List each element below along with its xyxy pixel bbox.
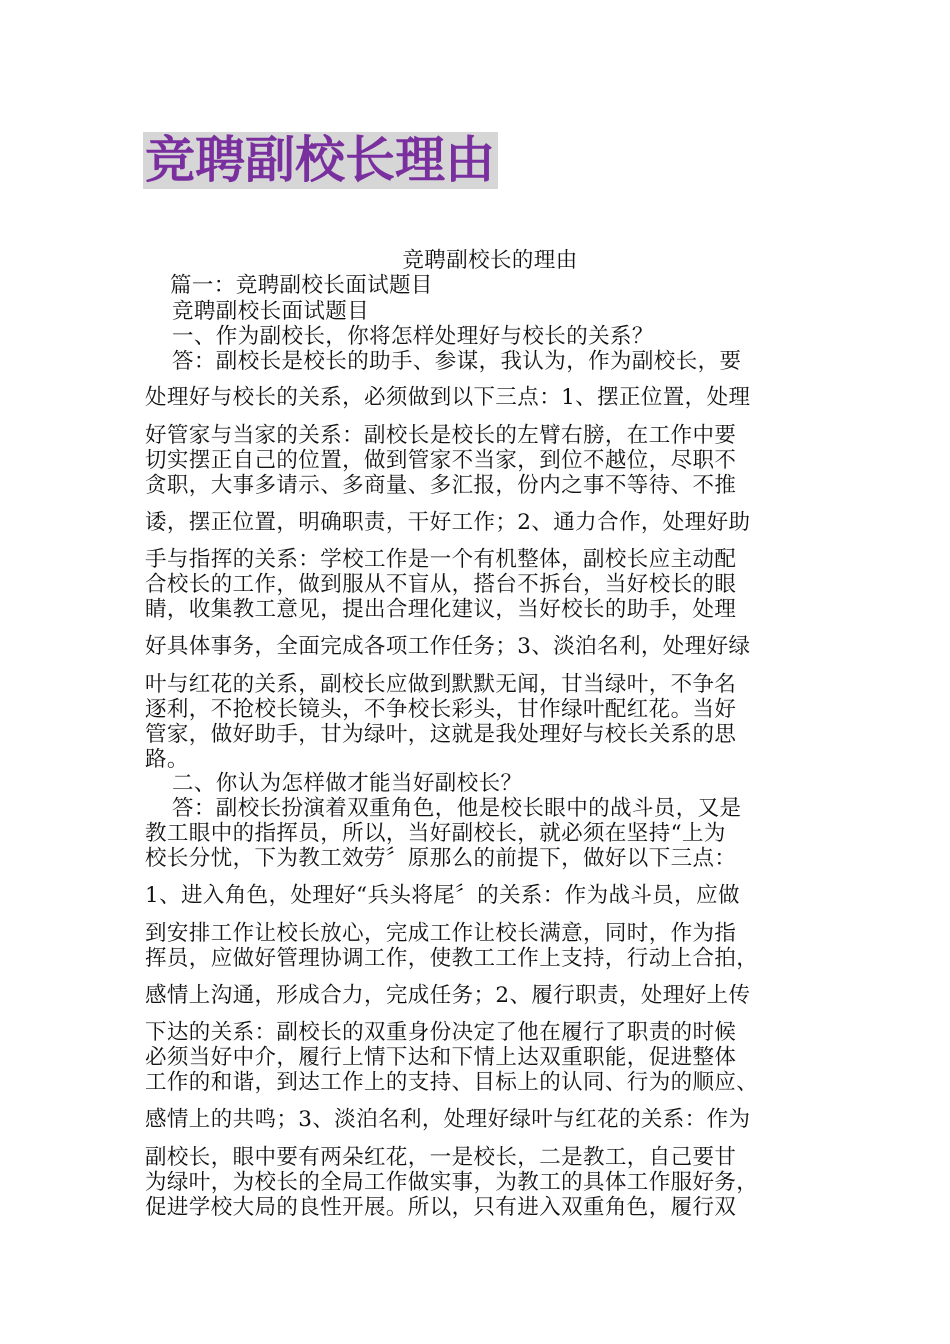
page-title: 竞聘副校长理由 [143, 132, 498, 189]
text-line: 挥员，应做好管理协调工作，使教工工作上支持，行动上合拍， [145, 946, 759, 971]
text-line: 副校长，眼中要有两朵红花，一是校长，二是教工，自己要甘 [145, 1145, 737, 1170]
text-line: 睛，收集教工意见，提出合理化建议，当好校长的助手，处理 [145, 597, 737, 622]
text-line: 答：副校长扮演着双重角色，他是校长眼中的战斗员，又是 [172, 796, 742, 821]
text-line: 手与指挥的关系：学校工作是一个有机整体，副校长应主动配 [145, 547, 737, 572]
text-line: 好具体事务，全面完成各项工作任务；3、淡泊名利，处理好绿 [145, 634, 751, 659]
text-line: 叶与红花的关系，副校长应做到默默无闻，甘当绿叶，不争名 [145, 672, 737, 697]
text-line: 好管家与当家的关系：副校长是校长的左臂右膀，在工作中要 [145, 423, 737, 448]
text-line: 竞聘副校长面试题目 [172, 299, 370, 324]
text-line: 管家，做好助手，甘为绿叶，这就是我处理好与校长关系的思 [145, 722, 737, 747]
text-line: 感情上的共鸣；3、淡泊名利，处理好绿叶与红花的关系：作为 [145, 1107, 751, 1132]
text-line: 工作的和谐，到达工作上的支持、目标上的认同、行为的顺应、 [145, 1070, 759, 1095]
text-line: 促进学校大局的良性开展。所以，只有进入双重角色，履行双 [145, 1195, 737, 1220]
text-line: 切实摆正自己的位置，做到管家不当家，到位不越位，尽职不 [145, 448, 737, 473]
text-line: 篇一：竞聘副校长面试题目 [170, 273, 433, 298]
text-line: 一、作为副校长，你将怎样处理好与校长的关系？ [172, 324, 654, 349]
text-line: 到安排工作让校长放心，完成工作让校长满意，同时，作为指 [145, 921, 737, 946]
text-line: 1、进入角色，处理好“兵头将尾〞的关系：作为战斗员，应做 [145, 883, 740, 908]
doc-subtitle: 竞聘副校长的理由 [402, 248, 578, 273]
text-line: 二、你认为怎样做才能当好副校长？ [172, 771, 523, 796]
text-line: 必须当好中介，履行上情下达和下情上达双重职能，促进整体 [145, 1045, 737, 1070]
text-line: 感情上沟通，形成合力，完成任务；2、履行职责，处理好上传 [145, 983, 751, 1008]
text-line: 校长分忧，下为教工效劳〞原那么的前提下，做好以下三点： [145, 846, 737, 871]
text-line: 教工眼中的指挥员，所以，当好副校长，就必须在坚持“上为 [145, 821, 726, 846]
text-line: 诿，摆正位置，明确职责，干好工作；2、通力合作，处理好助 [145, 510, 751, 535]
text-line: 合校长的工作，做到服从不盲从，搭台不拆台，当好校长的眼 [145, 572, 737, 597]
text-line: 路。 [145, 747, 189, 772]
text-line: 为绿叶，为校长的全局工作做实事，为教工的具体工作服好务， [145, 1170, 759, 1195]
text-line: 贪职，大事多请示、多商量、多汇报，份内之事不等待、不推 [145, 473, 737, 498]
text-line: 处理好与校长的关系，必须做到以下三点：1、摆正位置，处理 [145, 385, 751, 410]
text-line: 逐利，不抢校长镜头，不争校长彩头，甘作绿叶配红花。当好 [145, 697, 737, 722]
text-line: 答：副校长是校长的助手、参谋，我认为，作为副校长，要 [172, 349, 742, 374]
text-line: 下达的关系：副校长的双重身份决定了他在履行了职责的时候 [145, 1020, 737, 1045]
